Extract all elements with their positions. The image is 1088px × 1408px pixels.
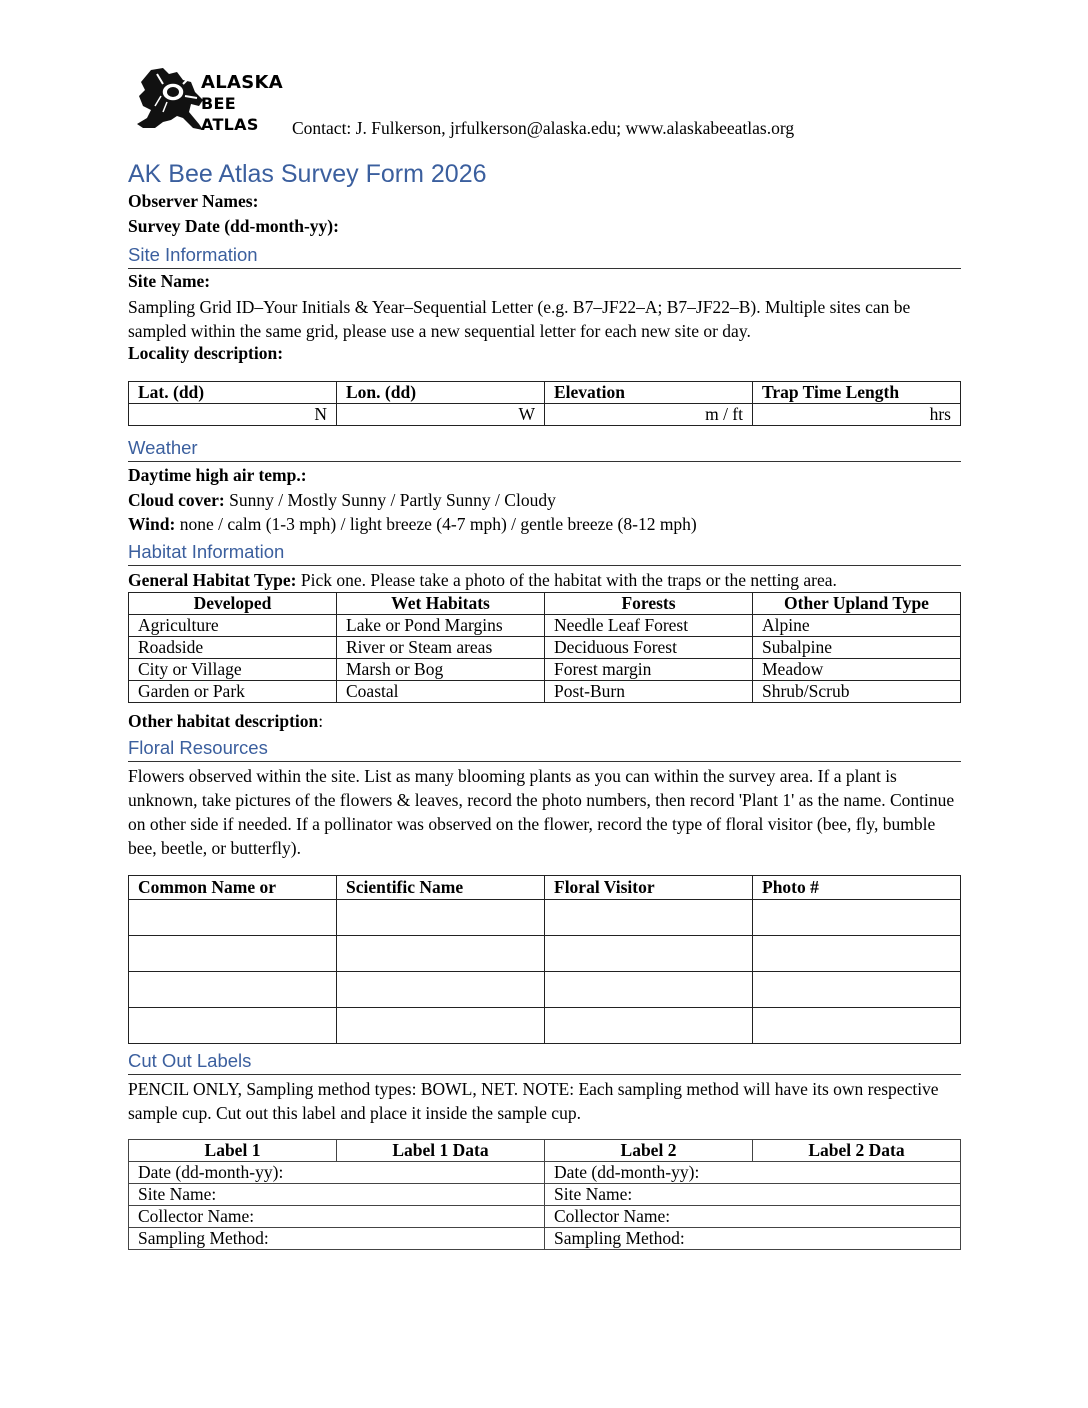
habitat-option[interactable]: Garden or Park (129, 681, 337, 703)
habitat-option[interactable]: City or Village (129, 659, 337, 681)
table-row (129, 615, 961, 637)
table-row (129, 1206, 961, 1228)
photo-number-cell[interactable] (753, 936, 961, 972)
habitat-option[interactable]: Alpine (753, 615, 961, 637)
photo-number-cell[interactable] (753, 900, 961, 936)
section-floral-resources: Floral Resources (128, 737, 961, 762)
other-habitat-line (128, 709, 961, 733)
table-header-row (129, 1140, 961, 1162)
cloud-cover-options[interactable]: Sunny / Mostly Sunny / Partly Sunny / Cloudy (229, 490, 556, 510)
table-header-row (129, 876, 961, 900)
section-habitat-information: Habitat Information (128, 541, 961, 566)
elevation-field[interactable]: m / ft (545, 404, 753, 426)
contact-line: Contact: J. Fulkerson, jrfulkerson@alaska.edu; www.alaskabeeatlas.org (292, 118, 795, 138)
header-scientific-name: Scientific Name (337, 876, 545, 900)
header-label-1: Label 1 (129, 1140, 337, 1162)
survey-date-label: Survey Date (dd-month-yy): (128, 216, 339, 236)
habitat-option[interactable]: Deciduous Forest (545, 637, 753, 659)
site-name-help: Sampling Grid ID–Your Initials & Year–Sequential Letter (e.g. B7–JF22–A; B7–JF22–B). Multiple sites can be sampled within the same grid, please use a new sequential letter for each new site or day. (128, 297, 911, 341)
other-habitat-colon: : (318, 711, 324, 731)
label-2-collector-field[interactable]: Collector Name: (545, 1206, 961, 1228)
table-row (129, 1162, 961, 1184)
common-name-cell[interactable] (129, 972, 337, 1008)
wind-options[interactable]: none / calm (1-3 mph) / light breeze (4-7 mph) / gentle breeze (8-12 mph) (179, 514, 697, 534)
wind-label: Wind: (128, 514, 176, 534)
site-coordinates-table (128, 381, 961, 426)
other-habitat-label: Other habitat description (128, 711, 319, 731)
floral-visitor-cell[interactable] (545, 900, 753, 936)
table-row (129, 681, 961, 703)
header-label-2: Label 2 (545, 1140, 753, 1162)
header-label-2-data: Label 2 Data (753, 1140, 961, 1162)
label-2-sampling-method-field[interactable]: Sampling Method: (545, 1228, 961, 1250)
general-habitat-label: General Habitat Type: (128, 570, 297, 590)
scientific-name-cell[interactable] (337, 1008, 545, 1044)
section-weather: Weather (128, 437, 961, 462)
label-1-site-name-field[interactable]: Site Name: (129, 1184, 545, 1206)
cloud-cover-label: Cloud cover: (128, 490, 225, 510)
trap-time-field[interactable]: hrs (753, 404, 961, 426)
section-site-information: Site Information (128, 244, 961, 269)
floral-visitor-cell[interactable] (545, 1008, 753, 1044)
floral-help: Flowers observed within the site. List as many blooming plants as you can within the survey area. If a plant is unknown, take pictures of the flowers & leaves, record the photo numbers, then record 'Plant 1' as the name. Continue on other side if needed. If a pollinator was observed on the flower, record the type of floral visitor (bee, fly, bumble bee, beetle, or butterfly). (128, 766, 955, 858)
common-name-cell[interactable] (129, 936, 337, 972)
cloud-cover-line (128, 488, 961, 512)
alaska-bee-atlas-logo (133, 66, 293, 132)
habitat-option[interactable]: Lake or Pond Margins (337, 615, 545, 637)
header-lat: Lat. (dd) (129, 382, 337, 404)
temp-label: Daytime high air temp.: (128, 465, 307, 485)
table-row (129, 1008, 961, 1044)
general-habitat-help: Pick one. Please take a photo of the habitat with the traps or the netting area. (300, 570, 837, 590)
header-forests: Forests (545, 593, 753, 615)
habitat-option[interactable]: Needle Leaf Forest (545, 615, 753, 637)
header-wet-habitats: Wet Habitats (337, 593, 545, 615)
header-floral-visitor: Floral Visitor (545, 876, 753, 900)
table-row (129, 936, 961, 972)
table-row (129, 659, 961, 681)
table-row (129, 1184, 961, 1206)
header-lon: Lon. (dd) (337, 382, 545, 404)
table-header-row (129, 593, 961, 615)
table-row (129, 637, 961, 659)
header-developed: Developed (129, 593, 337, 615)
table-header-row (129, 382, 961, 404)
table-row (129, 900, 961, 936)
habitat-option[interactable]: Meadow (753, 659, 961, 681)
habitat-option[interactable]: Forest margin (545, 659, 753, 681)
photo-number-cell[interactable] (753, 972, 961, 1008)
label-2-date-field[interactable]: Date (dd-month-yy): (545, 1162, 961, 1184)
photo-number-cell[interactable] (753, 1008, 961, 1044)
locality-label: Locality description: (128, 343, 284, 363)
labels-help: PENCIL ONLY, Sampling method types: BOWL, NET. NOTE: Each sampling method will have its own respective sample cup. Cut out this label and place it inside the sample cup. (128, 1079, 939, 1123)
common-name-cell[interactable] (129, 900, 337, 936)
header-label-1-data: Label 1 Data (337, 1140, 545, 1162)
table-row (129, 404, 961, 426)
header-other-upland: Other Upland Type (753, 593, 961, 615)
general-habitat-line (128, 568, 961, 592)
lon-field[interactable]: W (337, 404, 545, 426)
habitat-option[interactable]: Agriculture (129, 615, 337, 637)
common-name-cell[interactable] (129, 1008, 337, 1044)
habitat-type-table (128, 592, 961, 703)
table-row (129, 972, 961, 1008)
habitat-option[interactable]: River or Steam areas (337, 637, 545, 659)
table-row (129, 1228, 961, 1250)
header-common-name: Common Name or (129, 876, 337, 900)
header-trap-time: Trap Time Length (753, 382, 961, 404)
logo-wordmark (201, 72, 293, 135)
floral-visitor-cell[interactable] (545, 936, 753, 972)
logo-line-2: BEE ATLAS (201, 94, 259, 134)
habitat-option[interactable]: Roadside (129, 637, 337, 659)
wind-line (128, 512, 961, 536)
label-1-sampling-method-field[interactable]: Sampling Method: (129, 1228, 545, 1250)
lat-field[interactable]: N (129, 404, 337, 426)
header-elevation: Elevation (545, 382, 753, 404)
label-1-date-field[interactable]: Date (dd-month-yy): (129, 1162, 545, 1184)
section-cut-out-labels: Cut Out Labels (128, 1050, 961, 1075)
alaska-bee-map-icon (133, 66, 205, 132)
scientific-name-cell[interactable] (337, 900, 545, 936)
habitat-option[interactable]: Post-Burn (545, 681, 753, 703)
scientific-name-cell[interactable] (337, 972, 545, 1008)
observer-names-label: Observer Names: (128, 191, 259, 211)
cut-out-labels-table (128, 1139, 961, 1250)
floral-resources-table (128, 875, 961, 1044)
header-photo-number: Photo # (753, 876, 961, 900)
habitat-option[interactable]: Subalpine (753, 637, 961, 659)
habitat-option[interactable]: Coastal (337, 681, 545, 703)
habitat-option[interactable]: Shrub/Scrub (753, 681, 961, 703)
label-2-site-name-field[interactable]: Site Name: (545, 1184, 961, 1206)
form-title: AK Bee Atlas Survey Form 2026 (128, 160, 487, 188)
habitat-option[interactable]: Marsh or Bog (337, 659, 545, 681)
floral-visitor-cell[interactable] (545, 972, 753, 1008)
scientific-name-cell[interactable] (337, 936, 545, 972)
logo-line-1: ALASKA (201, 72, 283, 93)
label-1-collector-field[interactable]: Collector Name: (129, 1206, 545, 1228)
site-name-label: Site Name: (128, 271, 211, 291)
